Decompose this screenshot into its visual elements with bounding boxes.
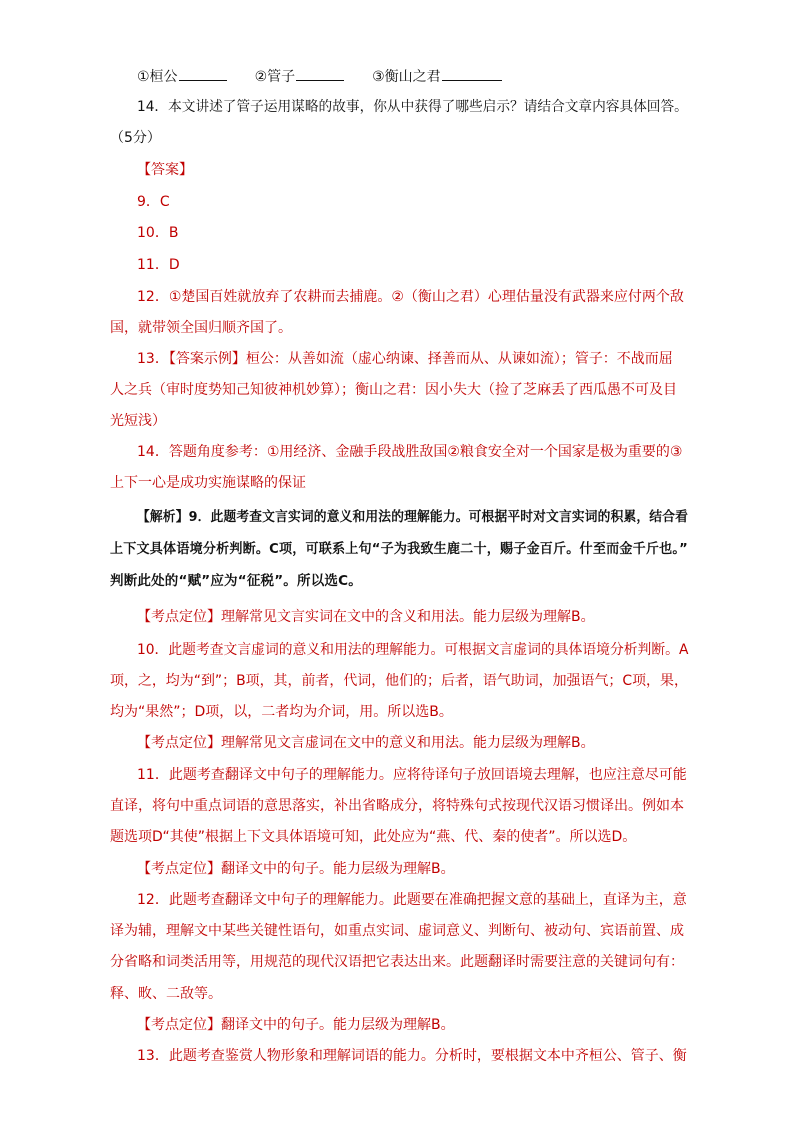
answer-11: 11．D bbox=[137, 257, 180, 273]
analysis-10-line1: 10．此题考查文言虚词的意义和用法的理解能力。可根据文言虚词的具体语境分析判断。A bbox=[137, 642, 689, 658]
analysis-11-line2: 直译，将句中重点词语的意思落实，补出省略成分，将特殊句式按现代汉语习惯译出。例如本 bbox=[110, 798, 684, 814]
kaodian-10: 【考点定位】理解常见文言虚词在文中的意义和用法。能力层级为理解B。 bbox=[137, 735, 595, 751]
answer-14-line2: 上下一心是成功实施谋略的保证 bbox=[110, 475, 306, 491]
answer-12-line2: 国，就带领全国归顺齐国了。 bbox=[110, 320, 292, 336]
answer-blank[interactable] bbox=[442, 67, 502, 81]
analysis-12-line2: 译为辅，理解文中某些关键性语句，如重点实词、虚词意义、判断句、被动句、宾语前置、成 bbox=[110, 923, 684, 939]
fill-item-guanzi: ②管子 bbox=[254, 69, 296, 85]
analysis-12-line3: 分省略和词类活用等，用规范的现代汉语把它表达出来。此题翻译时需要注意的关键词句有： bbox=[110, 954, 684, 970]
analysis-9-line3: 判断此处的“赋”应为“征税”。所以选C。 bbox=[110, 573, 362, 589]
answer-13-line3: 光短浅） bbox=[110, 413, 166, 429]
answer-13-line2: 人之兵（审时度势知己知彼神机妙算）；衡山之君：因小失大（捡了芝麻丢了西瓜愚不可及目 bbox=[110, 382, 677, 398]
analysis-9-line1: 【解析】9．此题考查文言实词的意义和用法的理解能力。可根据平时对文言实词的积累，结合看 bbox=[137, 509, 689, 525]
fill-item-hengshan: ③衡山之君 bbox=[372, 69, 441, 85]
answer-10: 10．B bbox=[137, 225, 179, 241]
analysis-13-line1: 13．此题考查鉴赏人物形象和理解词语的能力。分析时，要根据文本中齐桓公、管子、衡 bbox=[137, 1048, 687, 1064]
q13-fill-line bbox=[137, 67, 502, 85]
answer-blank[interactable] bbox=[296, 67, 344, 81]
answer-13-line1: 13．【答案示例】桓公：从善如流（虚心纳谏、择善而从、从谏如流）；管子：不战而屈 bbox=[137, 351, 673, 367]
analysis-10-line2: 项，之，均为“到”；B项，其，前者，代词，他们的；后者，语气助词，加强语气；C项，果， bbox=[110, 673, 688, 689]
answer-9: 9．C bbox=[137, 194, 170, 210]
analysis-9-line2: 上下文具体语境分析判断。C项，可联系上句“子为我致生鹿二十，赐子金百斤。什至而金千斤也。” bbox=[110, 541, 688, 557]
analysis-12-line1: 12．此题考查翻译文中句子的理解能力。此题要在准确把握文意的基础上，直译为主，意 bbox=[137, 892, 687, 908]
analysis-11-line3: 题选项D“其使”根据上下文具体语境可知，此处应为“燕、代、秦的使者”。所以选D。 bbox=[110, 829, 637, 845]
analysis-11-line1: 11．此题考查翻译文中句子的理解能力。应将待译句子放回语境去理解，也应注意尽可能 bbox=[137, 767, 687, 783]
kaodian-12: 【考点定位】翻译文中的句子。能力层级为理解B。 bbox=[137, 1017, 455, 1033]
answer-12-line1: 12．①楚国百姓就放弃了农耕而去捕鹿。②（衡山之君）心理估量没有武器来应付两个敌 bbox=[137, 289, 684, 305]
answer-blank[interactable] bbox=[179, 67, 227, 81]
analysis-12-line4: 释、畋、二敌等。 bbox=[110, 986, 222, 1002]
kaodian-9: 【考点定位】理解常见文言实词在文中的含义和用法。能力层级为理解B。 bbox=[137, 609, 595, 625]
answer-heading: 【答案】 bbox=[137, 162, 193, 178]
q14-score: （5分） bbox=[110, 130, 161, 146]
answer-14-line1: 14．答题角度参考：①用经济、金融手段战胜敌国②粮食安全对一个国家是极为重要的③ bbox=[137, 444, 683, 460]
fill-item-huangong: ①桓公 bbox=[137, 69, 178, 85]
analysis-10-line3: 均为“果然”；D项，以，二者均为介词，用。所以选B。 bbox=[110, 704, 453, 720]
q14-text: 14．本文讲述了管子运用谋略的故事，你从中获得了哪些启示？请结合文章内容具体回答。 bbox=[137, 99, 688, 115]
kaodian-11: 【考点定位】翻译文中的句子。能力层级为理解B。 bbox=[137, 861, 455, 877]
